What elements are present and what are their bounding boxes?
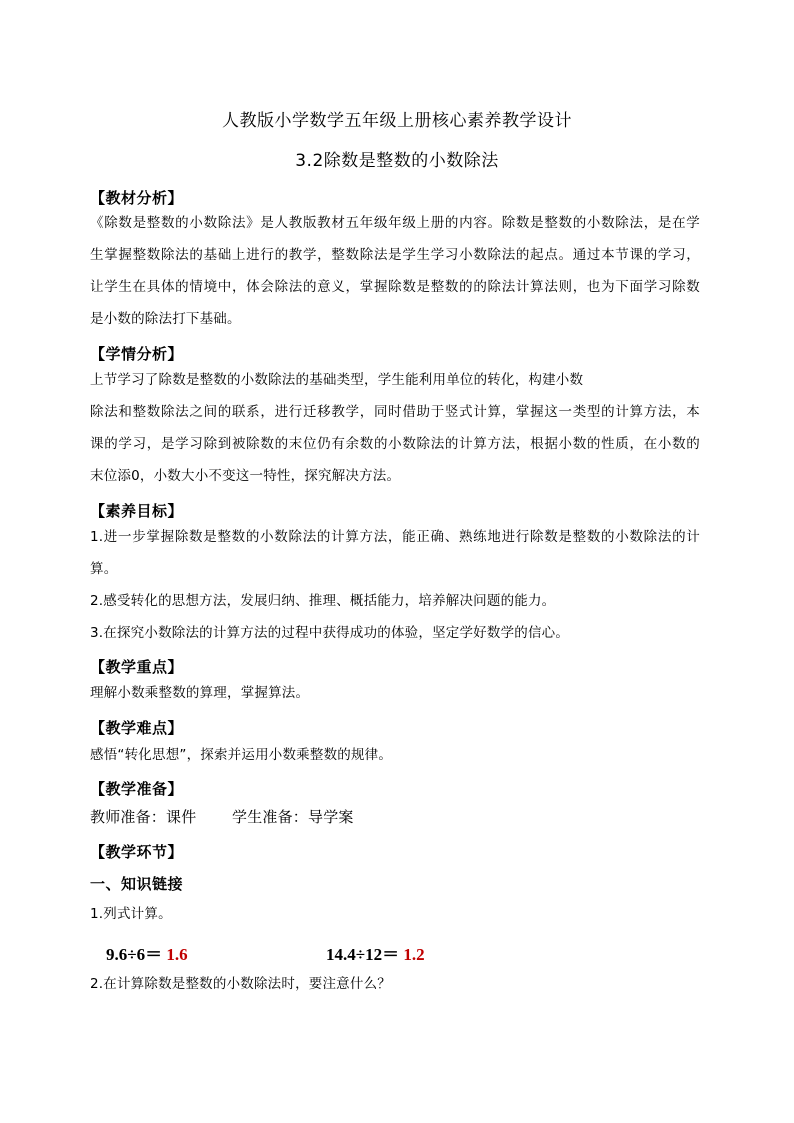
equation-1-answer: 1.6	[166, 945, 188, 964]
section-heading-textbook: 【教材分析】	[90, 189, 184, 207]
paragraph-line: 是小数的除法打下基础。	[90, 311, 241, 327]
goal-item: 2.感受转化的思想方法，发展归纳、推理、概括能力，培养解决问题的能力。	[90, 593, 556, 609]
teacher-preparation: 教师准备：课件	[90, 808, 197, 826]
section-heading-key-points: 【教学重点】	[90, 658, 184, 676]
question-2: 2.在计算除数是整数的小数除法时，要注意什么？	[90, 976, 391, 992]
equation-1	[106, 940, 188, 965]
lesson-title: 3.2除数是整数的小数除法	[295, 151, 499, 171]
section-heading-difficulty: 【教学难点】	[90, 719, 184, 737]
goal-item: 3.在探究小数除法的计算方法的过程中获得成功的体验，坚定学好数学的信心。	[90, 625, 570, 641]
document-title: 人教版小学数学五年级上册核心素养教学设计	[222, 111, 572, 131]
question-1: 1.列式计算。	[90, 906, 172, 922]
paragraph-line: 生掌握整数除法的基础上进行的教学，整数除法是学生学习小数除法的起点。通过本节课的学习，	[90, 247, 700, 263]
part-heading-knowledge-link: 一、知识链接	[90, 875, 184, 893]
paragraph-line: 课的学习，是学习除到被除数的末位仍有余数的小数除法的计算方法，根据小数的性质，在小数的	[90, 436, 700, 452]
section-heading-goals: 【素养目标】	[90, 502, 184, 520]
equation-2-expression: 14.4÷12＝	[326, 945, 400, 964]
paragraph-line: 理解小数乘整数的算理，掌握算法。	[90, 685, 310, 701]
paragraph-line: 上节学习了除数是整数的小数除法的基础类型，学生能利用单位的转化，构建小数	[90, 372, 584, 388]
equation-2-answer: 1.2	[403, 945, 425, 964]
paragraph-line: 《除数是整数的小数除法》是人教版教材五年级年级上册的内容。除数是整数的小数除法，是在学	[90, 215, 700, 231]
section-heading-process: 【教学环节】	[90, 843, 184, 861]
goal-item: 1.进一步掌握除数是整数的小数除法的计算方法，能正确、熟练地进行除数是整数的小数除法的计	[90, 529, 700, 545]
equation-2	[326, 940, 425, 965]
student-preparation: 学生准备：导学案	[232, 808, 354, 826]
paragraph-line: 感悟“转化思想”，探索并运用小数乘整数的规律。	[90, 747, 393, 763]
goal-item: 算。	[90, 561, 118, 577]
paragraph-line: 末位添0，小数大小不变这一特性，探究解决方法。	[90, 468, 401, 484]
paragraph-line: 除法和整数除法之间的联系，进行迁移教学，同时借助于竖式计算，掌握这一类型的计算方法，本	[90, 404, 700, 420]
equation-1-expression: 9.6÷6＝	[106, 945, 163, 964]
section-heading-learner: 【学情分析】	[90, 345, 184, 363]
section-heading-preparation: 【教学准备】	[90, 780, 184, 798]
paragraph-line: 让学生在具体的情境中，体会除法的意义，掌握除数是整数的的除法计算法则，也为下面学习除数	[90, 279, 700, 295]
